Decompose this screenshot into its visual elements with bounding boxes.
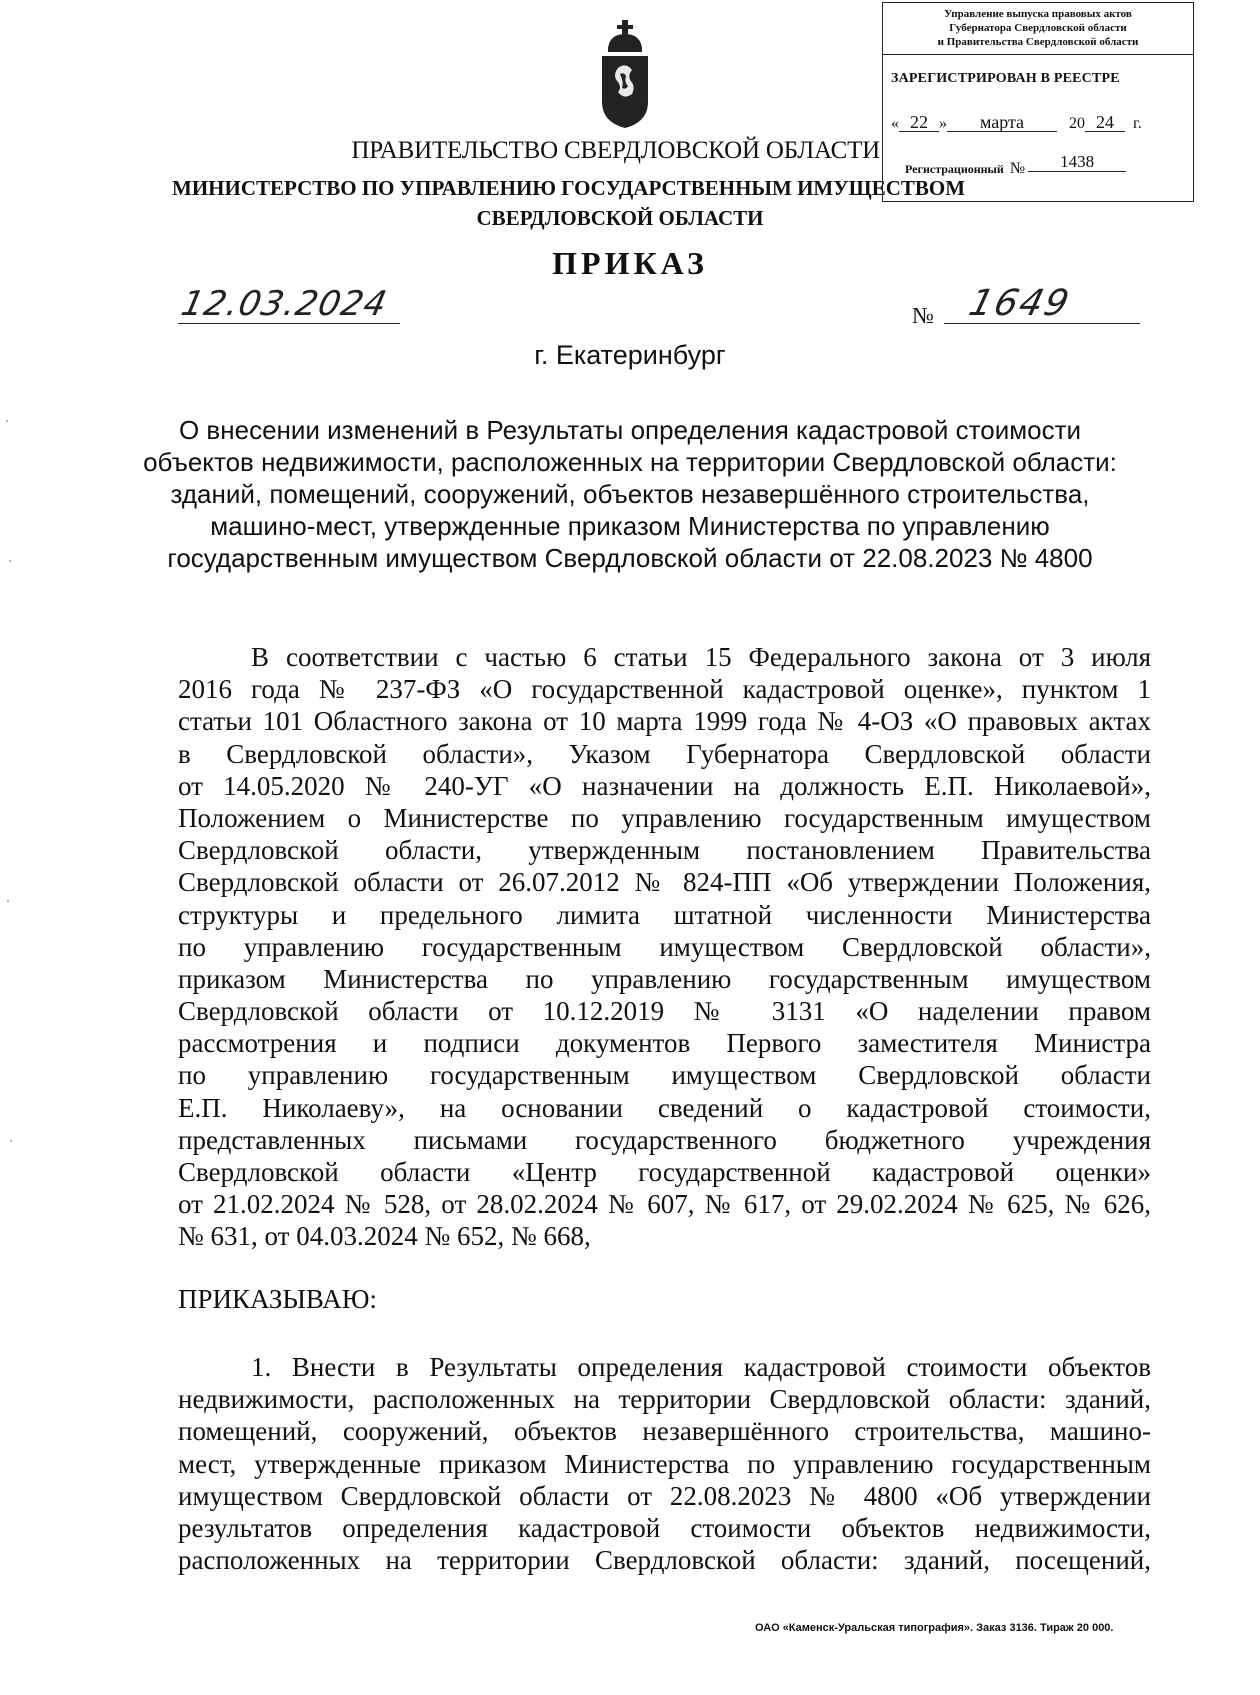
stamp-number-value: 1438 (1028, 153, 1126, 172)
preamble-line: от 14.05.2020 № 240-УГ «О назначении на должность Е.П. Николаевой», (178, 770, 1151, 801)
item-1-paragraph (178, 1351, 1151, 1576)
stamp-date-month: марта (947, 113, 1057, 132)
stamp-number-sign: № (1009, 160, 1026, 177)
preamble-line: статьи 101 Областного закона от 10 марта 1999 года № 4-ОЗ «О правовых актах (178, 706, 1151, 737)
preamble-line: Положением о Министерстве по управлению государственным имуществом (178, 802, 1151, 833)
scan-speck (6, 420, 8, 422)
preamble-line: по управлению государственным имуществом Свердловской области», (178, 931, 1151, 962)
preamble-line: рассмотрения и подписи документов Первого заместителя Министра (178, 1028, 1151, 1059)
title-line: государственным имуществом Свердловской области от 22.08.2023 № 4800 (167, 543, 1093, 573)
stamp-header-line: Управление выпуска правовых актов (944, 8, 1132, 20)
registry-stamp (882, 2, 1194, 202)
city-line: г. Екатеринбург (534, 340, 726, 370)
stamp-date-year-prefix: 20 (1069, 115, 1085, 132)
document-type-title: ПРИКАЗ (552, 245, 708, 281)
government-heading: ПРАВИТЕЛЬСТВО СВЕРДЛОВСКОЙ ОБЛАСТИ (351, 137, 880, 164)
preamble-line: по управлению государственным имуществом Свердловской области (178, 1060, 1151, 1091)
title-line: объектов недвижимости, расположенных на территории Свердловской области: (143, 447, 1117, 477)
ministry-heading-line1: МИНИСТЕРСТВО ПО УПРАВЛЕНИЮ ГОСУДАРСТВЕННЫМ ИМУЩЕСТВОМ (172, 176, 966, 200)
stamp-date-day: 22 (899, 113, 939, 132)
date-underline (178, 323, 400, 324)
title-line: зданий, помещений, сооружений, объектов незавершённого строительства, (170, 479, 1090, 509)
preamble-line: представленных письмами государственного бюджетного учреждения (178, 1124, 1151, 1155)
item-line: помещений, сооружений, объектов незавершённого строительства, машино- (178, 1416, 1151, 1447)
title-line: машино-мест, утвержденные приказом Министерства по управлению (210, 511, 1050, 541)
preamble-line: Свердловской области от 26.07.2012 № 824-ПП «Об утверждении Положения, (178, 867, 1151, 898)
preamble-line: приказом Министерства по управлению государственным имуществом (178, 963, 1151, 994)
preamble-line: № 631, от 04.03.2024 № 652, № 668, (178, 1221, 591, 1252)
number-label: № (912, 303, 934, 328)
preamble-line: Е.П. Николаеву», на основании сведений о кадастровой стоимости, (178, 1092, 1151, 1123)
stamp-date-open: « (891, 115, 899, 132)
stamp-registered-label: ЗАРЕГИСТРИРОВАН В РЕЕСТРЕ (891, 71, 1120, 86)
printer-footer: ОАО «Каменск-Уральская типография». Заказ 3136. Тираж 20 000. (755, 1622, 1114, 1634)
preamble-line: структуры и предельного лимита штатной численности Министерства (178, 899, 1151, 930)
stamp-number-label: Регистрационный (905, 162, 1004, 176)
stamp-header-line: и Правительства Свердловской области (937, 36, 1139, 48)
item-line: расположенных на территории Свердловской области: зданий, посещений, (178, 1545, 1151, 1576)
stamp-date (891, 113, 1142, 133)
item-line: мест, утвержденные приказом Министерства по управлению государственным (178, 1448, 1151, 1479)
preamble-line: в Свердловской области», Указом Губернатора Свердловской области (178, 738, 1151, 769)
stamp-header (883, 3, 1193, 55)
item-line: 1. Внести в Результаты определения кадастровой стоимости объектов (251, 1352, 1151, 1382)
title-line: О внесении изменений в Результаты определения кадастровой стоимости (178, 415, 1081, 445)
handwritten-date: 12.03.2024 (177, 284, 391, 324)
item-line: результатов определения кадастровой стоимости объектов недвижимости, (178, 1512, 1151, 1543)
stamp-date-suffix: г. (1133, 115, 1142, 132)
preamble-line: В соответствии с частью 6 статьи 15 Федерального закона от 3 июля (251, 642, 1151, 672)
scan-speck (10, 1140, 12, 1142)
item-line: имуществом Свердловской области от 22.08.2023 № 4800 «Об утверждении (178, 1480, 1151, 1511)
scan-speck (9, 560, 11, 562)
preamble-paragraph (178, 641, 1151, 1253)
stamp-header-line: Губернатора Свердловской области (949, 22, 1127, 34)
preamble-line: Свердловской области от 10.12.2019 № 3131 «О наделении правом (178, 996, 1151, 1027)
order-word: ПРИКАЗЫВАЮ: (178, 1284, 377, 1314)
stamp-date-year: 24 (1085, 113, 1125, 132)
stamp-date-mid: » (939, 115, 947, 132)
preamble-line: от 21.02.2024 № 528, от 28.02.2024 № 607, № 617, от 29.02.2024 № 625, № 626, (178, 1189, 1151, 1220)
preamble-line: 2016 года № 237-ФЗ «О государственной кадастровой оценке», пунктом 1 (178, 674, 1151, 705)
preamble-line: Свердловской области, утвержденным постановлением Правительства (178, 835, 1151, 866)
scan-speck (7, 900, 9, 902)
number-underline (944, 323, 1140, 324)
ministry-heading-line2: СВЕРДЛОВСКОЙ ОБЛАСТИ (476, 206, 764, 230)
handwritten-number: 1649 (964, 283, 1075, 324)
item-line: недвижимости, расположенных на территории Свердловской области: зданий, (178, 1384, 1151, 1415)
order-title (130, 414, 1130, 574)
coat-of-arms-emblem (596, 18, 654, 130)
preamble-line: Свердловской области «Центр государственной кадастровой оценки» (178, 1157, 1151, 1187)
